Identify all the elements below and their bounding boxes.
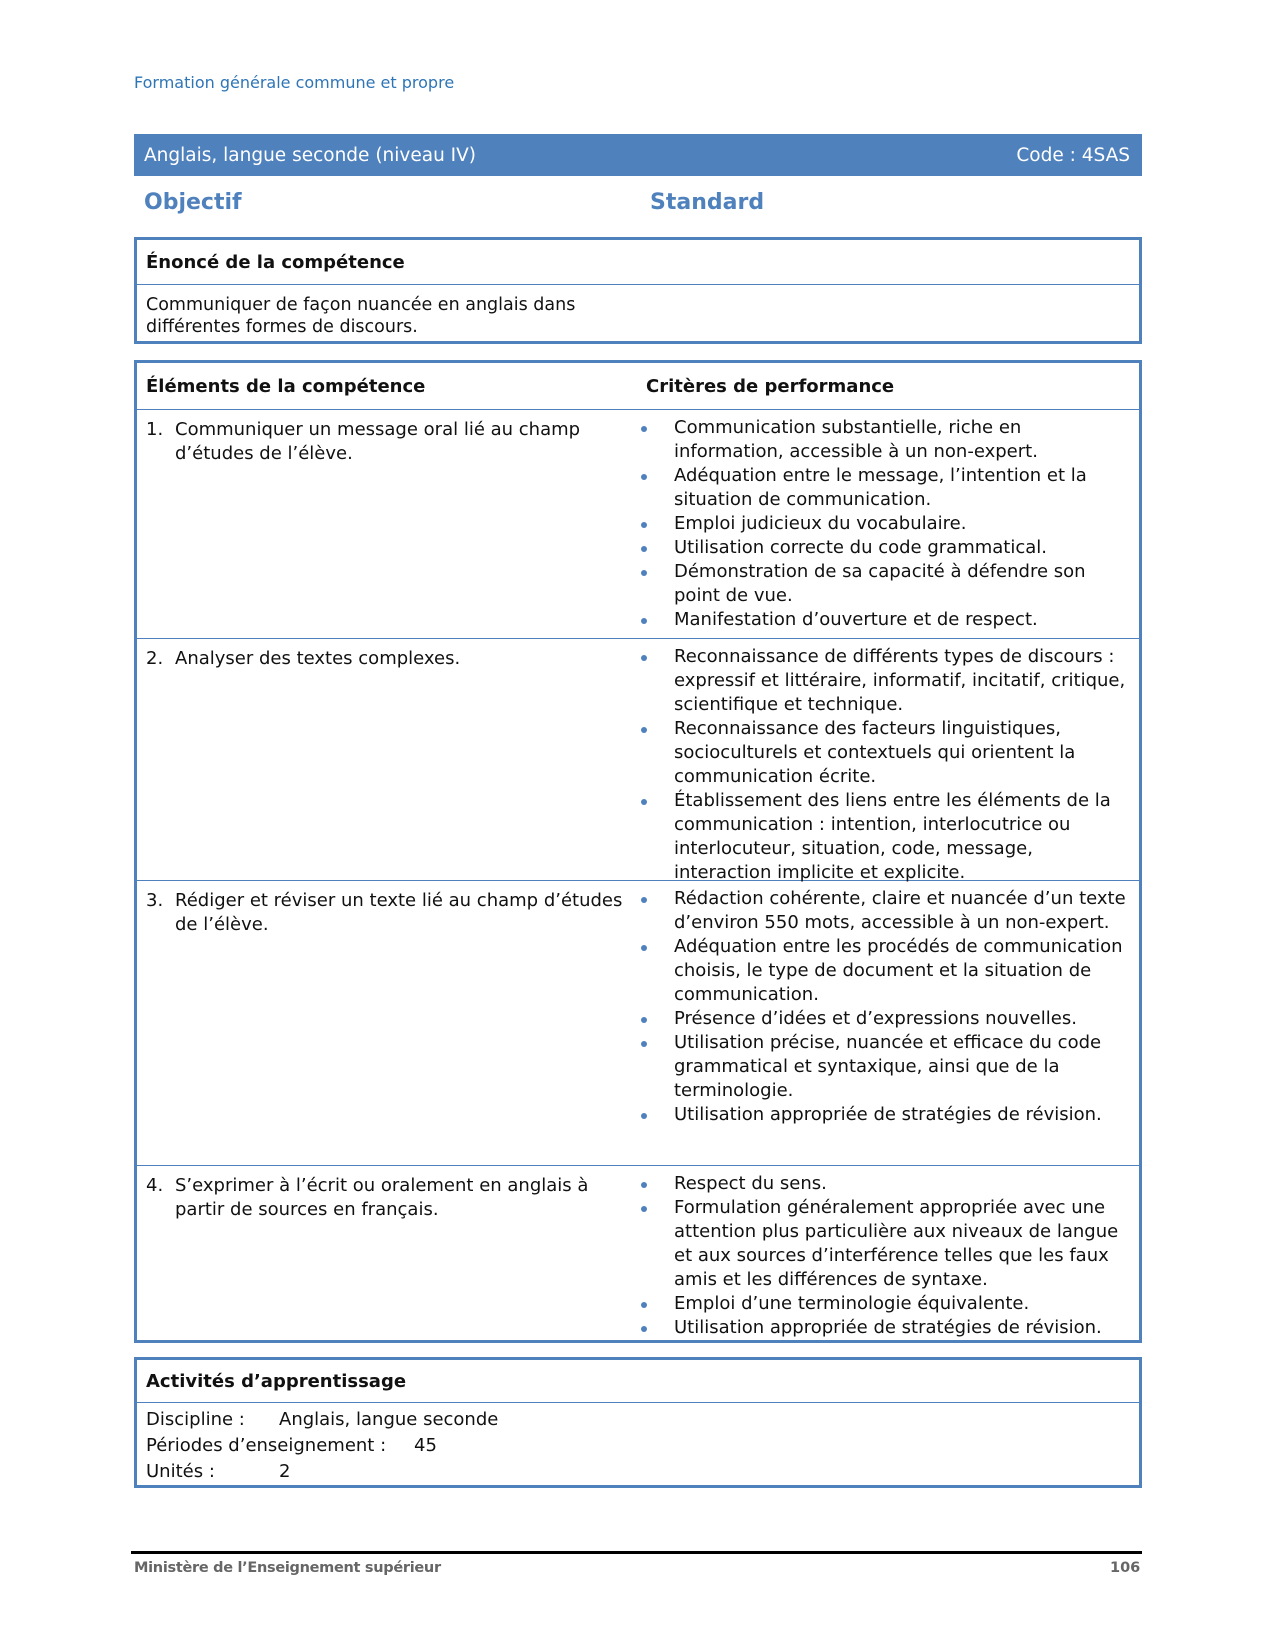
element-cell: [137, 410, 637, 638]
periodes-value: 45: [414, 1435, 437, 1456]
element-text: Rédiger et réviser un texte lié au champ d’études de l’élève.: [175, 890, 623, 935]
element-text: S’exprimer à l’écrit ou oralement en anglais à partir de sources en français.: [175, 1175, 589, 1220]
bullet-icon: [641, 474, 647, 480]
bullet-icon: [641, 1113, 647, 1119]
bullet-icon: [641, 522, 647, 528]
bullet-icon: [641, 897, 647, 903]
course-title: Anglais, langue seconde (niveau IV): [144, 144, 476, 166]
elements-table-header: [137, 363, 1139, 410]
elements-table: [134, 360, 1142, 1343]
criteria-item: Formulation généralement appropriée avec une attention plus particulière aux niveaux de langue et aux sources d’interférence telles que les faux amis et les différences de syntaxe.: [637, 1196, 1133, 1292]
bullet-icon: [641, 546, 647, 552]
activites-box: [134, 1357, 1142, 1488]
header-elements: Éléments de la compétence: [146, 375, 426, 397]
bullet-icon: [641, 1041, 647, 1047]
criteria-item: Emploi d’une terminologie équivalente.: [637, 1292, 1133, 1316]
criteria-item: Établissement des liens entre les éléments de la communication : intention, interlocutrice ou interlocuteur, situation, code, message, interaction implicite et explicite.: [637, 789, 1133, 885]
element-text: Analyser des textes complexes.: [175, 648, 461, 669]
objectif-heading: Objectif: [144, 190, 242, 215]
criteria-item: Utilisation appropriée de stratégies de révision.: [637, 1103, 1133, 1127]
course-title-bar: [134, 134, 1142, 176]
standard-heading: Standard: [650, 190, 765, 215]
criteria-list: [637, 416, 1133, 632]
periodes-label: Périodes d’enseignement :: [146, 1435, 387, 1456]
element-number: 1.: [146, 419, 164, 440]
table-row: [137, 410, 1139, 639]
bullet-icon: [641, 1182, 647, 1188]
criteria-cell: [637, 881, 1139, 1165]
footer-divider: [131, 1551, 1142, 1554]
unites-value: 2: [279, 1461, 291, 1482]
criteria-item: Utilisation appropriée de stratégies de révision.: [637, 1316, 1133, 1340]
element-number: 4.: [146, 1175, 164, 1196]
element-number: 3.: [146, 890, 164, 911]
criteria-item: Rédaction cohérente, claire et nuancée d’un texte d’environ 550 mots, accessible à un non-expert.: [637, 887, 1133, 935]
criteria-item: Reconnaissance des facteurs linguistiques, socioculturels et contextuels qui orientent la communication écrite.: [637, 717, 1133, 789]
criteria-list: [637, 887, 1133, 1127]
running-head: Formation générale commune et propre: [134, 73, 455, 92]
periodes-line: [146, 1433, 1130, 1459]
criteria-cell: [637, 410, 1139, 638]
bullet-icon: [641, 945, 647, 951]
enonce-text: Communiquer de façon nuancée en anglais dans différentes formes de discours.: [146, 295, 576, 337]
course-code: Code : 4SAS: [1016, 144, 1130, 166]
bullet-icon: [641, 799, 647, 805]
element-number: 2.: [146, 648, 164, 669]
criteria-item: Communication substantielle, riche en information, accessible à un non-expert.: [637, 416, 1133, 464]
element-text: Communiquer un message oral lié au champ d’études de l’élève.: [175, 419, 581, 464]
table-row: [137, 639, 1139, 881]
criteria-list: [637, 645, 1133, 885]
criteria-cell: [637, 1166, 1139, 1340]
bullet-icon: [641, 618, 647, 624]
discipline-label: Discipline :: [146, 1409, 245, 1430]
activites-header: Activités d’apprentissage: [137, 1360, 1139, 1403]
bullet-icon: [641, 1302, 647, 1308]
activites-body: [137, 1403, 1139, 1485]
table-row: [137, 1166, 1139, 1340]
bullet-icon: [641, 655, 647, 661]
enonce-box: [134, 237, 1142, 344]
criteria-item: Emploi judicieux du vocabulaire.: [637, 512, 1133, 536]
table-row: [137, 881, 1139, 1166]
criteria-item: Présence d’idées et d’expressions nouvelles.: [637, 1007, 1133, 1031]
bullet-icon: [641, 727, 647, 733]
bullet-icon: [641, 1206, 647, 1212]
unites-label: Unités :: [146, 1461, 215, 1482]
unites-line: [146, 1459, 1130, 1485]
criteria-item: Respect du sens.: [637, 1172, 1133, 1196]
criteria-item: Utilisation précise, nuancée et efficace du code grammatical et syntaxique, ainsi que de la terminologie.: [637, 1031, 1133, 1103]
criteria-item: Adéquation entre les procédés de communication choisis, le type de document et la situation de communication.: [637, 935, 1133, 1007]
criteria-item: Reconnaissance de différents types de discours : expressif et littéraire, informatif, incitatif, critique, scientifique et technique.: [637, 645, 1133, 717]
element-cell: [137, 639, 637, 880]
page-number: 106: [1110, 1560, 1141, 1576]
bullet-icon: [641, 570, 647, 576]
criteria-item: Manifestation d’ouverture et de respect.: [637, 608, 1133, 632]
footer-ministry: Ministère de l’Enseignement supérieur: [134, 1560, 441, 1576]
criteria-item: Utilisation correcte du code grammatical.: [637, 536, 1133, 560]
criteria-list: [637, 1172, 1133, 1340]
element-cell: [137, 881, 637, 1165]
criteria-item: Démonstration de sa capacité à défendre son point de vue.: [637, 560, 1133, 608]
discipline-value: Anglais, langue seconde: [279, 1409, 499, 1430]
criteria-cell: [637, 639, 1139, 883]
criteria-item: Adéquation entre le message, l’intention et la situation de communication.: [637, 464, 1133, 512]
enonce-header: Énoncé de la compétence: [137, 240, 1139, 285]
header-criteria: Critères de performance: [646, 375, 895, 397]
element-cell: [137, 1166, 637, 1340]
bullet-icon: [641, 1326, 647, 1332]
bullet-icon: [641, 426, 647, 432]
discipline-line: [146, 1407, 1130, 1433]
bullet-icon: [641, 1017, 647, 1023]
